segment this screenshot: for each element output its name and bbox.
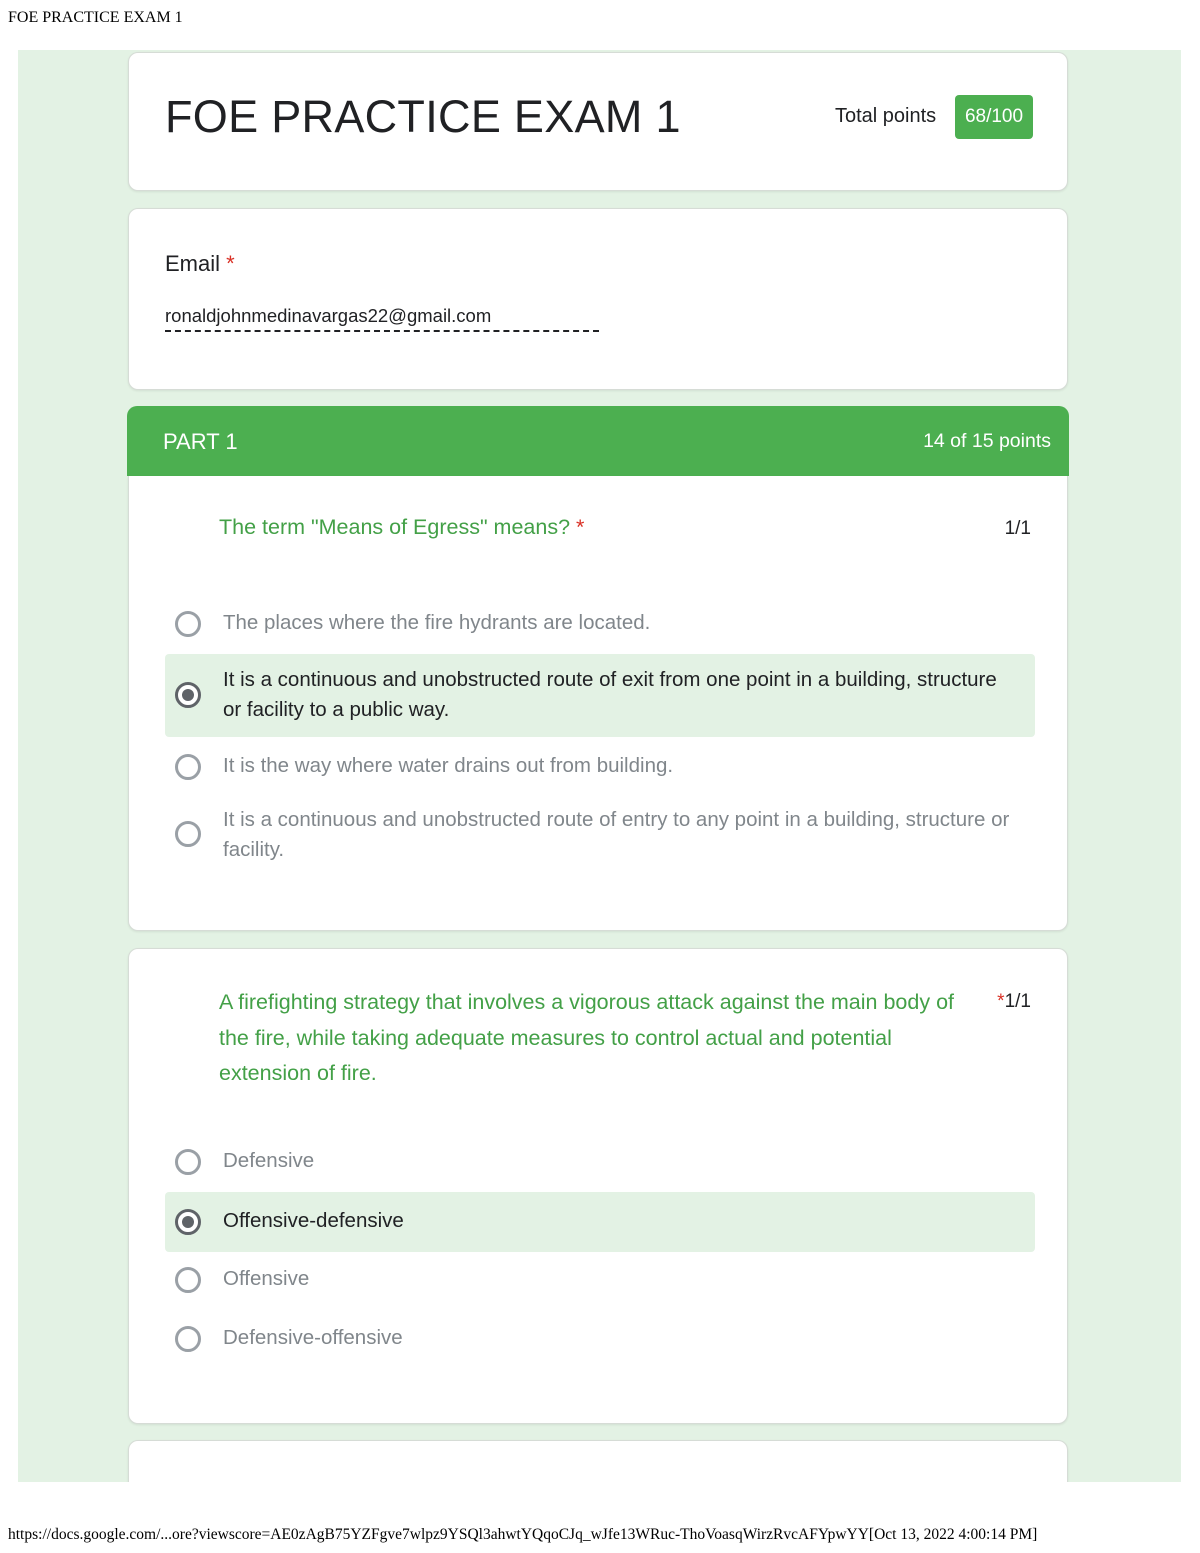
- answer-option-selected[interactable]: [165, 654, 1035, 737]
- question-text: A firefighting strategy that involves a vigorous attack against the main body of the fire, while taking adequate measures to control actual and potential extension of fire.: [219, 990, 954, 1085]
- option-label: It is a continuous and unobstructed route of entry to any point in a building, structure or facility.: [223, 808, 1010, 861]
- question-score: [997, 991, 1031, 1013]
- answer-option[interactable]: [165, 1139, 1035, 1185]
- radio-checked-icon[interactable]: [175, 682, 201, 708]
- radio-unchecked-icon[interactable]: [175, 1267, 201, 1293]
- email-label: [165, 251, 235, 277]
- total-score-badge: 68/100: [955, 95, 1033, 139]
- option-label: It is a continuous and unobstructed route of exit from one point in a building, structure or facility to a public way.: [223, 668, 997, 721]
- answer-option[interactable]: [165, 1316, 1035, 1362]
- email-card: [128, 208, 1068, 390]
- section-points: 14 of 15 points: [923, 430, 1051, 452]
- email-label-text: Email: [165, 251, 221, 276]
- required-asterisk: *: [576, 515, 585, 539]
- radio-unchecked-icon[interactable]: [175, 821, 201, 847]
- option-label: Defensive: [223, 1149, 315, 1172]
- question-score: 1/1: [1004, 518, 1031, 539]
- answer-option[interactable]: [165, 600, 1035, 648]
- option-label: Defensive-offensive: [223, 1326, 403, 1349]
- radio-checked-icon[interactable]: [175, 1209, 201, 1235]
- question-text-label: The term "Means of Egress" means?: [219, 515, 571, 539]
- radio-unchecked-icon[interactable]: [175, 1149, 201, 1175]
- answer-option[interactable]: [165, 798, 1035, 868]
- radio-unchecked-icon[interactable]: [175, 754, 201, 780]
- form-title-card: [128, 52, 1068, 191]
- question-card: [128, 476, 1068, 931]
- question-text: [219, 510, 959, 546]
- question-card: [128, 948, 1068, 1424]
- question-card-next: [128, 1440, 1068, 1482]
- option-label: Offensive: [223, 1267, 310, 1290]
- option-label: It is the way where water drains out from building.: [223, 754, 674, 777]
- answer-option[interactable]: [165, 744, 1035, 790]
- radio-unchecked-icon[interactable]: [175, 1326, 201, 1352]
- answer-option-selected[interactable]: [165, 1192, 1035, 1252]
- required-asterisk: *: [997, 991, 1005, 1012]
- form-page: [18, 50, 1181, 1482]
- radio-unchecked-icon[interactable]: [175, 611, 201, 637]
- total-points-label: Total points: [835, 105, 937, 127]
- option-label: The places where the fire hydrants are located.: [223, 611, 651, 634]
- answer-option[interactable]: [165, 1257, 1035, 1303]
- email-field: ronaldjohnmedinavargas22@gmail.com: [165, 305, 599, 332]
- print-footer-url: https://docs.google.com/...ore?viewscore=AE0zAgB75YZFgve7wlpz9YSQl3ahwtYQqoCJq_wJfe13WRuc-ThoVoasqWirzRvcAFYpwYY[Oct 13, 2022 4:00:14 PM]: [8, 1526, 1038, 1543]
- form-title: FOE PRACTICE EXAM 1: [165, 91, 681, 142]
- question-score-value: 1/1: [1004, 991, 1031, 1012]
- section-title: PART 1: [163, 429, 238, 454]
- print-header: FOE PRACTICE EXAM 1: [8, 9, 183, 26]
- section-header: [127, 406, 1069, 476]
- option-label: Offensive-defensive: [223, 1209, 404, 1232]
- required-asterisk: *: [226, 251, 235, 276]
